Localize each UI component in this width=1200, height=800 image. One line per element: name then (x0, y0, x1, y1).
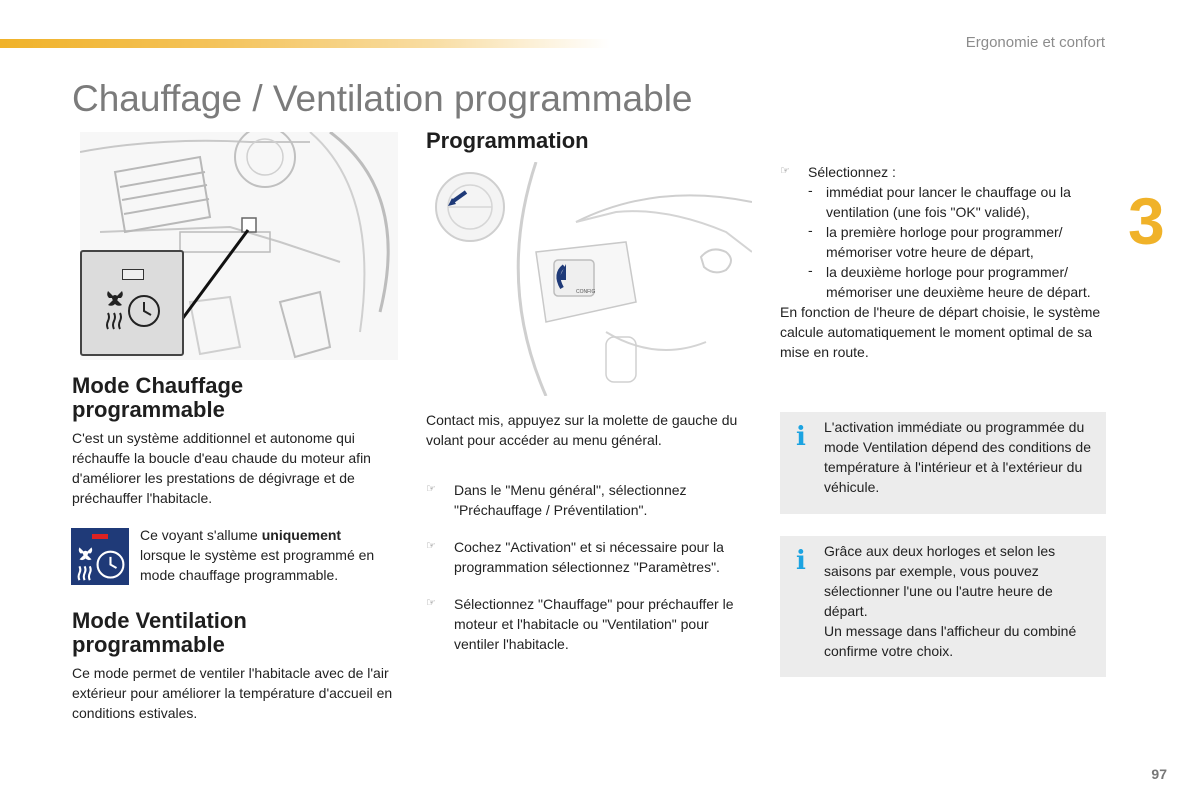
indicator-text-bold: uniquement (261, 527, 342, 543)
step-text: Sélectionnez "Chauffage" pour préchauffer le moteur et l'habitacle ou "Ventilation" pour ventiler l'habitacle. (454, 596, 734, 652)
ventilation-paragraph: Ce mode permet de ventiler l'habitacle avec de l'air extérieur pour améliorer la température d'accueil en conditions estivales. (72, 665, 393, 721)
indicator-text-after: lorsque le système est programmé en mode chauffage programmable. (140, 547, 375, 583)
option-item (780, 222, 1108, 262)
indicator-red-bar (92, 534, 108, 539)
option-item (780, 262, 1108, 302)
indicator-description (140, 525, 390, 585)
ventilation-heading-line2: programmable (72, 632, 225, 657)
step-text: Cochez "Activation" et si nécessaire pour la programmation sélectionnez "Paramètres". (454, 539, 724, 575)
heating-heading-line1: Mode Chauffage (72, 373, 244, 398)
select-label: Sélectionnez : (808, 164, 896, 180)
indicator-light-icon (71, 528, 129, 585)
heating-paragraph: C'est un système additionnel et autonome qui réchauffe la boucle d'eau chaude du moteur afin d'améliorer les prestations de dégivrage et de préchauffer l'habitacle. (72, 430, 371, 506)
info-box-text-line2: Un message dans l'afficheur du combiné confirme votre choix. (824, 623, 1077, 659)
info-box-ventilation (780, 412, 1106, 514)
info-icon: i (796, 546, 806, 576)
ventilation-heading-line1: Mode Ventilation (72, 608, 247, 633)
heating-button-callout (80, 250, 184, 356)
steering-wheel-illustration (426, 162, 752, 396)
section-title: Ergonomie et confort (965, 34, 1105, 51)
indicator-fan-clock-icon (76, 542, 126, 582)
info-box-text (824, 541, 1094, 661)
step-item (426, 537, 756, 577)
programmation-heading: Programmation (426, 128, 589, 153)
indicator-text-before: Ce voyant s'allume (140, 527, 262, 543)
step-text: Dans le "Menu général", sélectionnez "Préchauffage / Préventilation". (454, 482, 687, 518)
select-item (780, 162, 1108, 182)
button-led (122, 269, 144, 280)
programmation-intro: Contact mis, appuyez sur la molette de gauche du volant pour accéder au menu général. (426, 412, 738, 448)
pointer-bullet-icon: ☞ (426, 597, 436, 609)
info-box-text-line1: Grâce aux deux horloges et selon les saisons par exemple, vous pouvez sélectionner l'une ou l'autre heure de départ. (824, 543, 1056, 619)
start-time-note: En fonction de l'heure de départ choisie, le système calcule automatiquement le moment optimal de sa mise en route. (780, 304, 1101, 360)
dash-marker: - (808, 222, 813, 238)
programmation-steps (426, 480, 756, 654)
fan-clock-icon (104, 285, 162, 331)
steering-wheel-drawing (426, 162, 752, 396)
step-item (426, 594, 756, 654)
pointer-bullet-icon: ☞ (780, 165, 790, 177)
option-item (780, 182, 1108, 222)
option-text: la deuxième horloge pour programmer/ mémoriser une deuxième heure de départ. (826, 264, 1091, 300)
page-number: 97 (1151, 766, 1167, 782)
header-accent-bar (0, 39, 610, 48)
selection-list (780, 162, 1108, 362)
chapter-number: 3 (1128, 184, 1165, 258)
pointer-bullet-icon: ☞ (426, 540, 436, 552)
dash-marker: - (808, 182, 813, 198)
info-icon: i (796, 422, 806, 452)
info-box-text: L'activation immédiate ou programmée du mode Ventilation dépend des conditions de température à l'intérieur et à l'extérieur du véhicule. (824, 419, 1091, 495)
ventilation-heading (72, 609, 247, 657)
dash-marker: - (808, 262, 813, 278)
option-text: immédiat pour lancer le chauffage ou la ventilation (une fois "OK" validé), (826, 184, 1071, 220)
heating-heading (72, 374, 243, 422)
info-box-clocks (780, 536, 1106, 677)
step-item (426, 480, 756, 520)
svg-text:CONFIG: CONFIG (576, 289, 596, 295)
heating-heading-line2: programmable (72, 397, 225, 422)
pointer-bullet-icon: ☞ (426, 483, 436, 495)
option-text: la première horloge pour programmer/ mémoriser votre heure de départ, (826, 224, 1063, 260)
page-title: Chauffage / Ventilation programmable (72, 78, 693, 119)
